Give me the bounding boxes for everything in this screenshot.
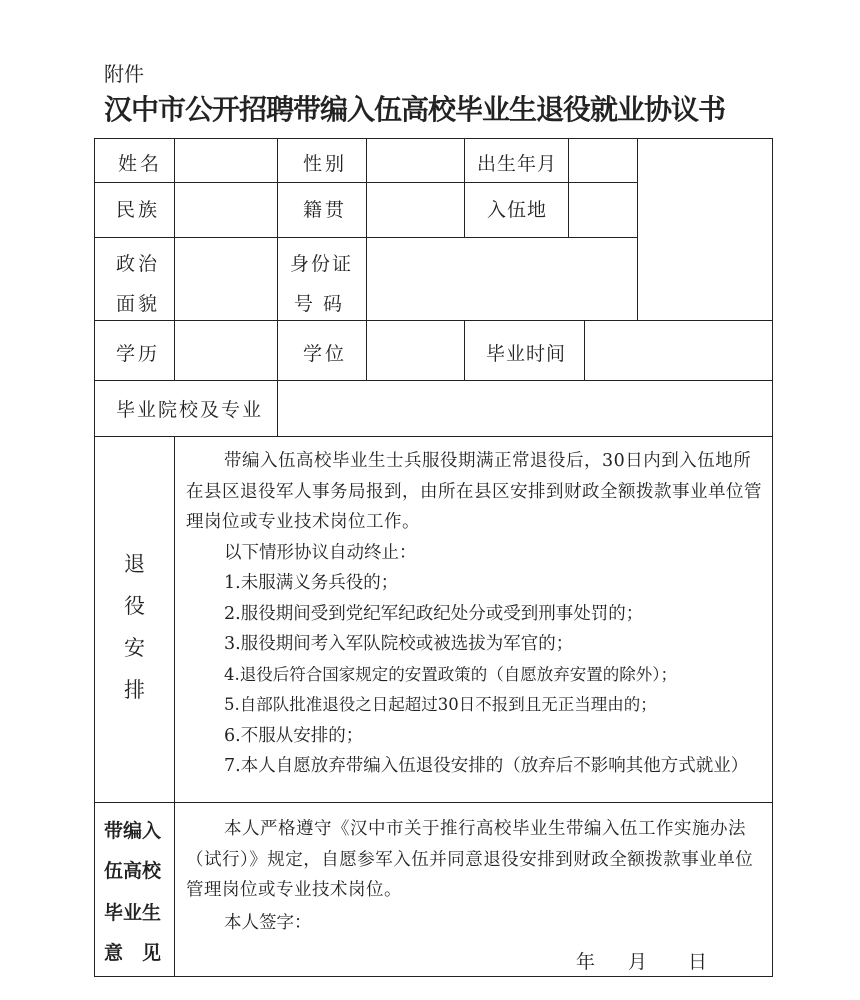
table-border-right	[772, 138, 773, 976]
label-grad-time: 毕业时间	[486, 343, 567, 365]
col-line	[568, 138, 569, 237]
date-year: 年	[576, 951, 596, 973]
retire-label-1: 退	[124, 552, 145, 576]
date-month: 月	[628, 951, 648, 973]
row-line	[94, 436, 773, 437]
opinion-label-3: 毕业生	[104, 902, 162, 924]
col-line	[277, 138, 278, 436]
label-degree: 学位	[303, 343, 348, 365]
termination-item: 1.未服满义务兵役的；	[224, 573, 399, 593]
label-enlist-place: 入伍地	[487, 199, 548, 221]
table-border-top	[94, 138, 773, 139]
document-title: 汉中市公开招聘带编入伍高校毕业生退役就业协议书	[104, 93, 726, 126]
retire-label-2: 役	[124, 594, 145, 618]
termination-item: 3.服役期间考入军队院校或被选拔为军官的；	[224, 634, 574, 654]
photo-box-line	[637, 138, 638, 320]
label-id-1: 身份证	[290, 253, 354, 275]
col-line	[584, 320, 585, 380]
label-political-1: 政治	[116, 253, 161, 275]
opinion-text: 本人严格遵守《汉中市关于推行高校毕业生带编入伍工作实施办法（试行）》规定，自愿参军入伍并同意退役安排到财政全额拨款事业单位管理岗位或专业技术岗位。	[186, 819, 754, 900]
label-name: 姓名	[118, 153, 163, 175]
table-border-left	[94, 138, 95, 976]
retire-label-4: 排	[124, 678, 145, 702]
opinion-label-4: 意 见	[104, 942, 162, 964]
attachment-label: 附件	[104, 62, 144, 86]
label-birth: 出生年月	[477, 153, 558, 175]
label-native-place: 籍贯	[303, 199, 348, 221]
retire-paragraph: 带编入伍高校毕业生士兵服役期满正常退役后，30日内到入伍地所在县区退役军人事务局报到，由所在县区安排到财政全额拨款事业单位管理岗位或专业技术岗位工作。	[186, 451, 762, 532]
label-gender: 性别	[303, 153, 348, 175]
label-political-2: 面貌	[116, 293, 161, 315]
label-education: 学历	[116, 343, 161, 365]
opinion-label-1: 带编入	[104, 820, 162, 842]
termination-item: 6.不服从安排的；	[224, 726, 364, 746]
opinion-label-2: 伍高校	[104, 860, 162, 882]
signature-label: 本人签字：	[224, 913, 312, 933]
retire-label-3: 安	[124, 636, 145, 660]
col-line	[174, 138, 175, 380]
termination-item: 5.自部队批准退役之日起超过30日不报到且无正当理由的；	[224, 695, 657, 714]
termination-item: 2.服役期间受到党纪军纪政纪处分或受到刑事处罚的；	[224, 604, 644, 624]
termination-intro: 以下情形协议自动终止：	[224, 543, 417, 563]
table-border-bottom	[94, 976, 773, 977]
row-line	[94, 320, 773, 321]
col-line	[464, 320, 465, 380]
termination-item: 4.退役后符合国家规定的安置政策的（自愿放弃安置的除外）；	[224, 665, 677, 684]
col-line	[366, 138, 367, 380]
label-id-2: 号 码	[294, 293, 345, 315]
date-day: 日	[688, 951, 708, 973]
row-line	[94, 802, 773, 803]
termination-item: 7.本人自愿放弃带编入伍退役安排的（放弃后不影响其他方式就业）	[224, 756, 749, 776]
label-ethnicity: 民族	[116, 199, 161, 221]
label-school-major: 毕业院校及专业	[116, 399, 264, 421]
col-line	[464, 138, 465, 237]
col-line	[174, 436, 175, 976]
row-line	[94, 380, 773, 381]
